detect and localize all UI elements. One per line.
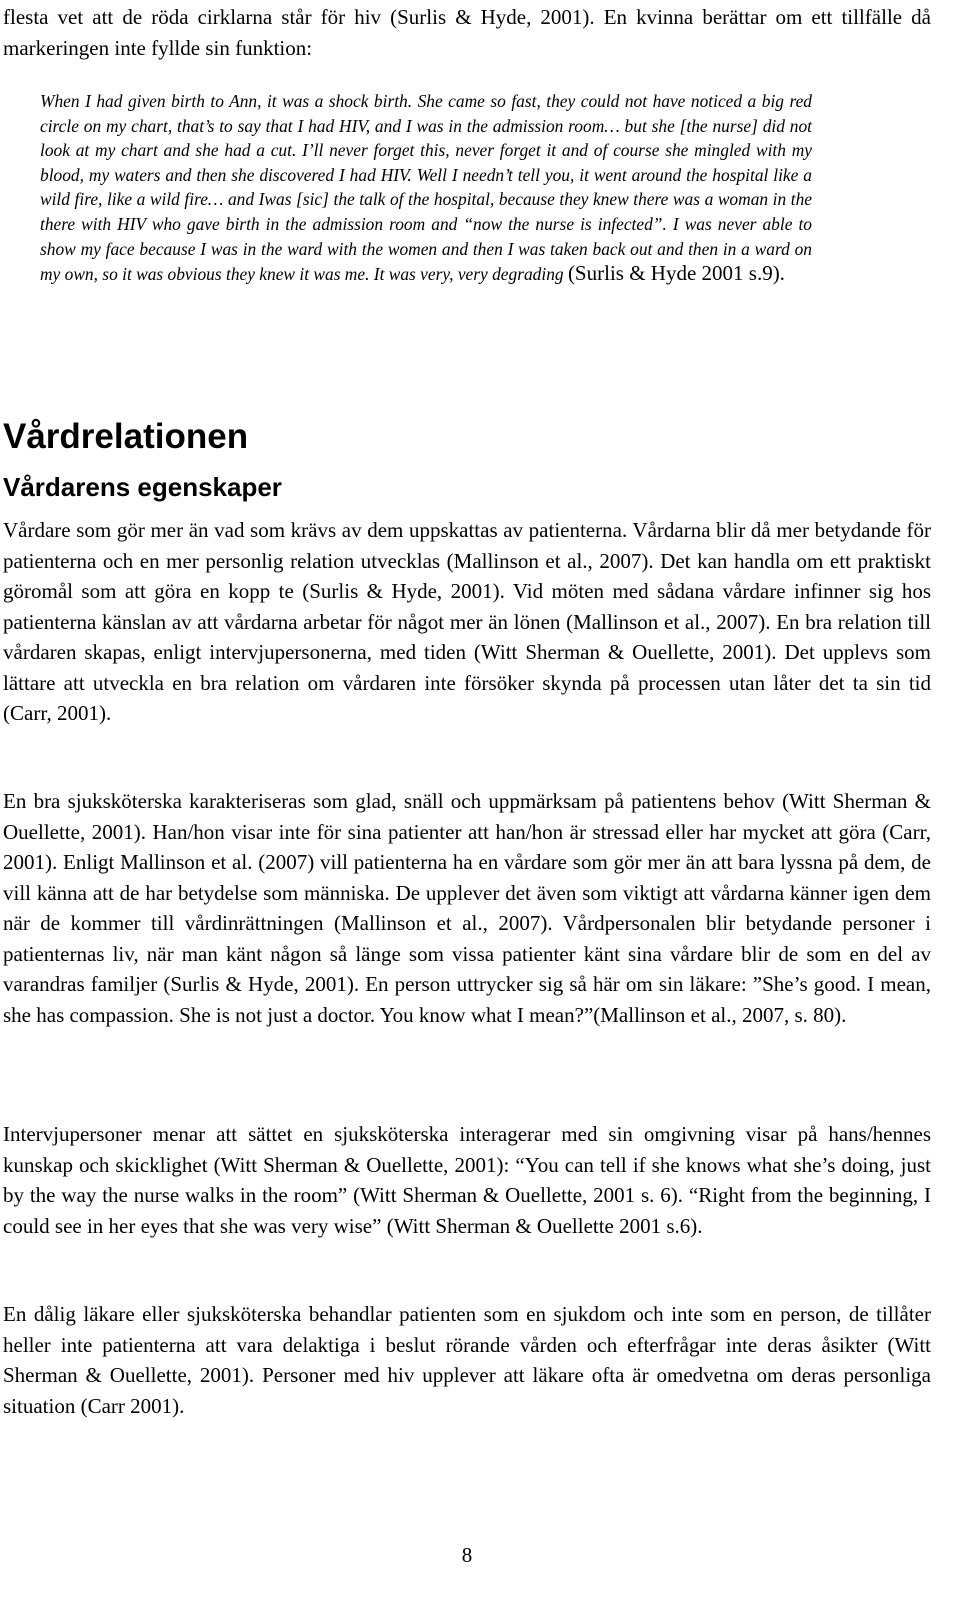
quote-text: When I had given birth to Ann, it was a shock birth. She came so fast, they could not have noticed a big red circle on my chart, that’s to say that I had HIV, and I was in the admission room… but she [the nurse] did not look at my chart and she had a cut. I’ll never forget this, never forget it and of course she mingled with my blood, my waters and then she discovered I had HIV. Well I needn’t tell you, it went around the hospital like a wild fire, like a wild fire… and Iwas [sic] the talk of the hospital, because they knew there was a woman in the there with HIV who gave birth in the admission room and “now the nurse is infected”. I was never able to show my face because I was in the ward with the women and then I was taken back out and then in a ward on my own, so it was obvious they knew it was me. It was very, very degrading <box>40 91 812 285</box>
quote-citation: (Surlis & Hyde 2001 s.9). <box>567 261 785 286</box>
body-paragraph: Intervjupersoner menar att sättet en sjuksköterska interagerar med sin omgivning visar på hans/hennes kunskap och skicklighet (Witt Sherman & Ouellette, 2001): “You can tell if she knows what she’s doing, just by the way the nurse walks in the room” (Witt Sherman & Ouellette, 2001 s. 6). “Right from the beginning, I could see in her eyes that she was very wise” (Witt Sherman & Ouellette 2001 s.6). <box>3 1122 931 1238</box>
page-number: 8 <box>461 1543 473 1567</box>
body-paragraph: Vårdare som gör mer än vad som krävs av dem uppskattas av patienterna. Vårdarna blir då mer betydande för patienterna och en mer personlig relation utvecklas (Mallinson et al., 2007). Det kan handla om ett praktiskt göromål som att göra en kopp te (Surlis & Hyde, 2001). Vid möten med sådana vårdare infinner sig hos patienterna känslan av att vårdarna arbetar för något mer än lönen (Mallinson et al., 2007). En bra relation till vårdaren skapas, enligt intervjupersonerna, med tiden (Witt Sherman & Ouellette, 2001). Det upplevs som lättare att utveckla en bra relation om vårdaren inte försöker skynda på processen utan låter det ta sin tid (Carr, 2001). <box>3 518 931 725</box>
body-paragraph: En bra sjuksköterska karakteriseras som glad, snäll och uppmärksam på patientens behov (Witt Sherman & Ouellette, 2001). Han/hon visar inte för sina patienter att han/hon är stressad eller har mycket att göra (Carr, 2001). Enligt Mallinson et al. (2007) vill patienterna ha en vårdare som gör mer än att bara lyssna på dem, de vill känna att de har betydelse som människa. De upplever det även som viktigt att vårdarna känner igen dem när de kommer till vårdinrättningen (Mallinson et al., 2007). Vårdpersonalen blir betydande personer i patienternas liv, när man känt någon så länge som vissa patienter känt sina vårdare blir de som en del av varandras familjer (Surlis & Hyde, 2001). En person uttrycker sig så här om sin läkare: ”She’s good. I mean, she has compassion. She is not just a doctor. You know what I mean?”(Mallinson et al., 2007, s. 80). <box>3 789 931 1027</box>
section-heading: Vårdrelationen <box>3 417 249 456</box>
document-page <box>3 0 931 1617</box>
subsection-heading: Vårdarens egenskaper <box>3 472 282 502</box>
intro-paragraph: flesta vet att de röda cirklarna står för hiv (Surlis & Hyde, 2001). En kvinna berättar om ett tillfälle då markeringen inte fyllde sin funktion: <box>3 5 931 60</box>
block-quote <box>40 89 812 287</box>
body-paragraph: En dålig läkare eller sjuksköterska behandlar patienten som en sjukdom och inte som en person, de tillåter heller inte patienterna att vara delaktiga i beslut rörande vården och efterfrågar inte deras åsikter (Witt Sherman & Ouellette, 2001). Personer med hiv upplever att läkare ofta är omedvetna om deras personliga situation (Carr 2001). <box>3 1302 931 1418</box>
